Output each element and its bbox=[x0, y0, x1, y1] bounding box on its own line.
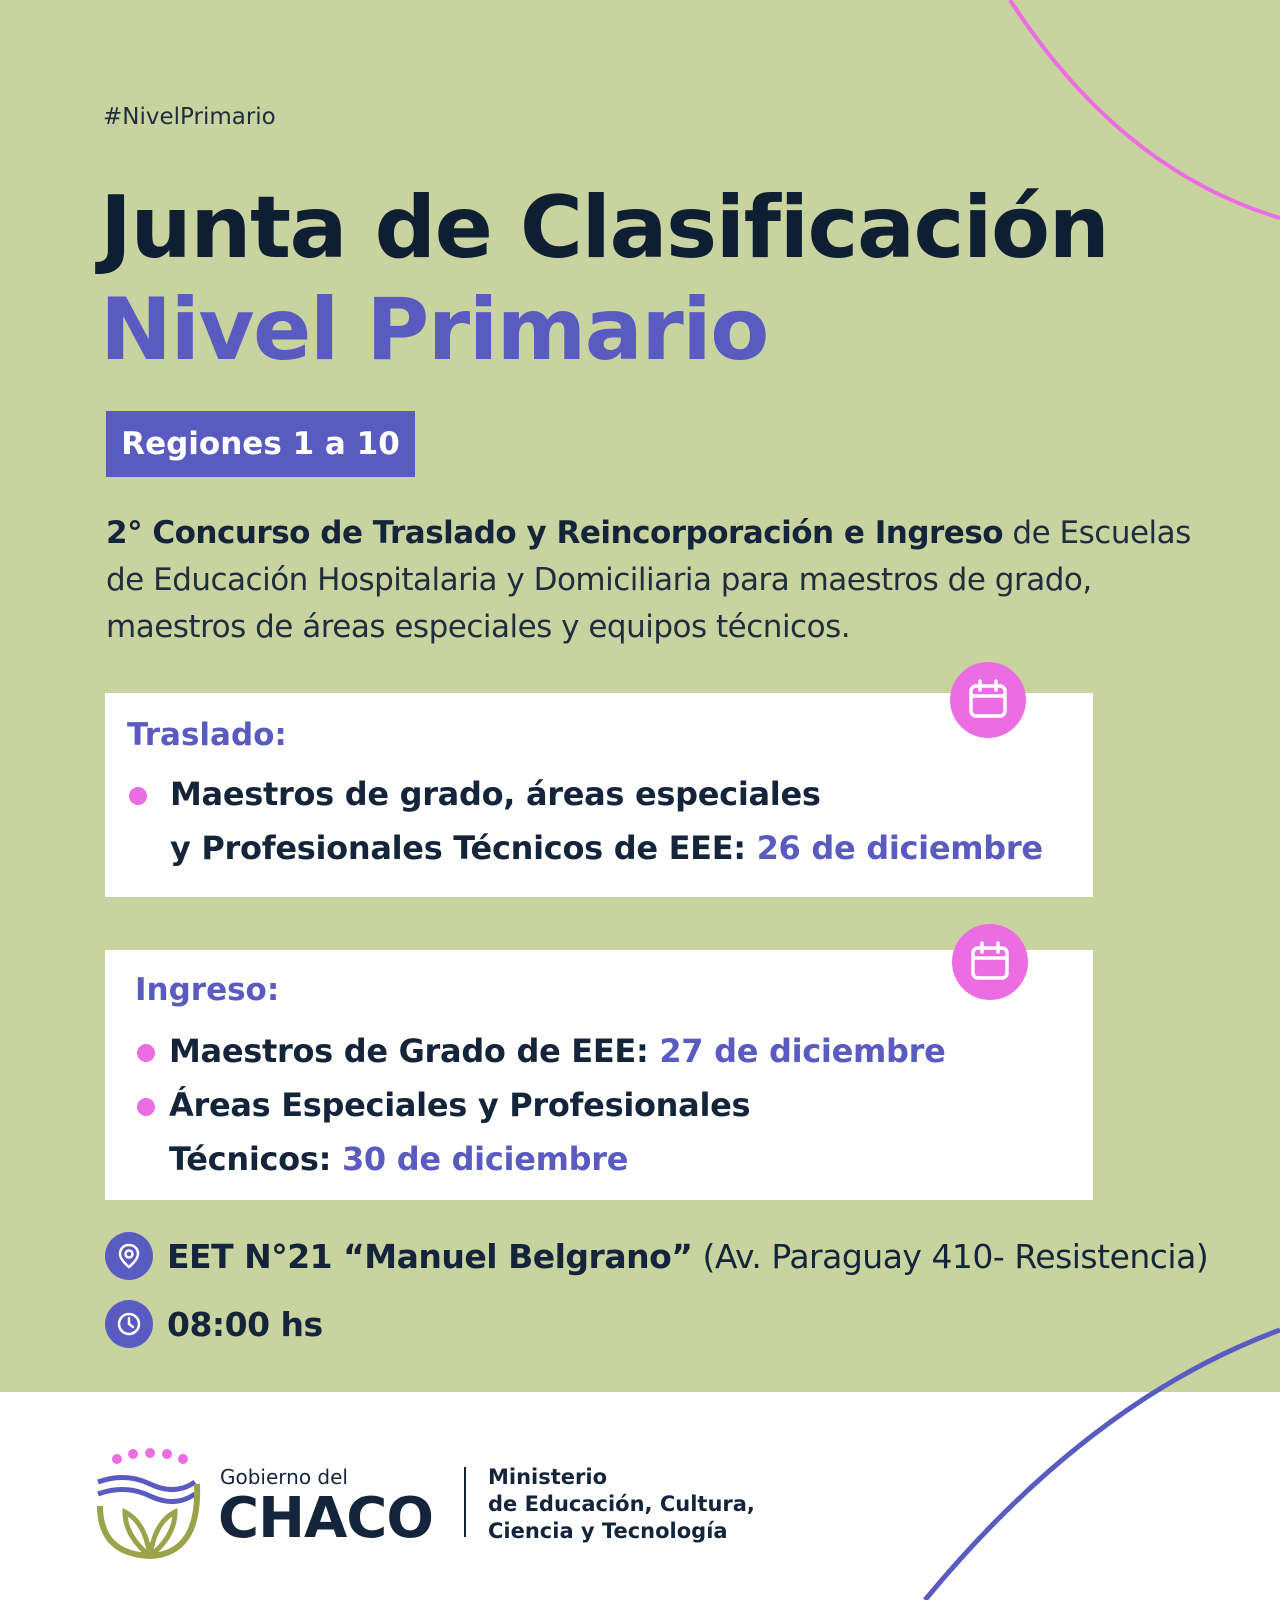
traslado-item-line2 bbox=[170, 821, 1043, 875]
time-row bbox=[105, 1300, 323, 1348]
location-row bbox=[105, 1232, 1208, 1280]
location-address: (Av. Paraguay 410- Resistencia) bbox=[692, 1236, 1209, 1276]
location-pin-icon bbox=[105, 1232, 153, 1280]
calendar-icon bbox=[952, 924, 1028, 1000]
page-subtitle: Nivel Primario bbox=[100, 280, 768, 380]
traslado-item-line1: Maestros de grado, áreas especiales bbox=[170, 775, 821, 813]
footer-divider bbox=[464, 1467, 466, 1537]
description-bold: 2° Concurso de Traslado y Reincorporación e Ingreso bbox=[106, 515, 1004, 551]
time-text bbox=[167, 1305, 323, 1344]
ministry-line2: de Educación, Cultura, bbox=[488, 1492, 755, 1516]
ingreso-item2-line2 bbox=[169, 1132, 628, 1186]
traslado-title: Traslado: bbox=[127, 717, 287, 753]
hashtag: #NivelPrimario bbox=[103, 104, 276, 130]
gov-name: CHACO bbox=[218, 1486, 434, 1551]
bullet bbox=[137, 1098, 155, 1116]
description-rest: de Escuelas de Educación Hospitalaria y Domiciliaria para maestros de grado, maestros de áreas especiales y equipos técnicos. bbox=[106, 515, 1191, 645]
ingreso-item2-date: 30 de diciembre bbox=[341, 1140, 629, 1178]
clock-icon bbox=[105, 1300, 153, 1348]
time-value: 08:00 hs bbox=[167, 1304, 323, 1344]
ingreso-item1-date: 27 de diciembre bbox=[659, 1032, 946, 1070]
location-text bbox=[167, 1237, 1208, 1276]
ingreso-title: Ingreso: bbox=[135, 972, 280, 1008]
ingreso-item2-line1: Áreas Especiales y Profesionales bbox=[169, 1086, 751, 1124]
ministry-name bbox=[488, 1464, 755, 1545]
location-name: EET N°21 “Manuel Belgrano” bbox=[167, 1236, 693, 1276]
ministry-line1: Ministerio bbox=[488, 1465, 608, 1489]
description bbox=[106, 510, 1226, 651]
bullet bbox=[137, 1044, 155, 1062]
gov-label: Gobierno del bbox=[220, 1465, 348, 1489]
page-title: Junta de Clasificación bbox=[100, 178, 1109, 278]
traslado-card bbox=[105, 693, 1093, 897]
regions-badge: Regiones 1 a 10 bbox=[106, 411, 415, 477]
traslado-item-text: y Profesionales Técnicos de EEE: bbox=[170, 829, 746, 867]
traslado-date: 26 de diciembre bbox=[756, 829, 1043, 867]
ingreso-card bbox=[105, 950, 1093, 1200]
ingreso-item2-text: Técnicos: bbox=[169, 1140, 332, 1178]
chaco-logo-icon bbox=[95, 1444, 205, 1564]
bullet bbox=[129, 787, 147, 805]
ministry-line3: Ciencia y Tecnología bbox=[488, 1519, 728, 1543]
ingreso-item1-text: Maestros de Grado de EEE: bbox=[169, 1032, 649, 1070]
calendar-icon bbox=[950, 662, 1026, 738]
ingreso-item1 bbox=[169, 1024, 946, 1078]
